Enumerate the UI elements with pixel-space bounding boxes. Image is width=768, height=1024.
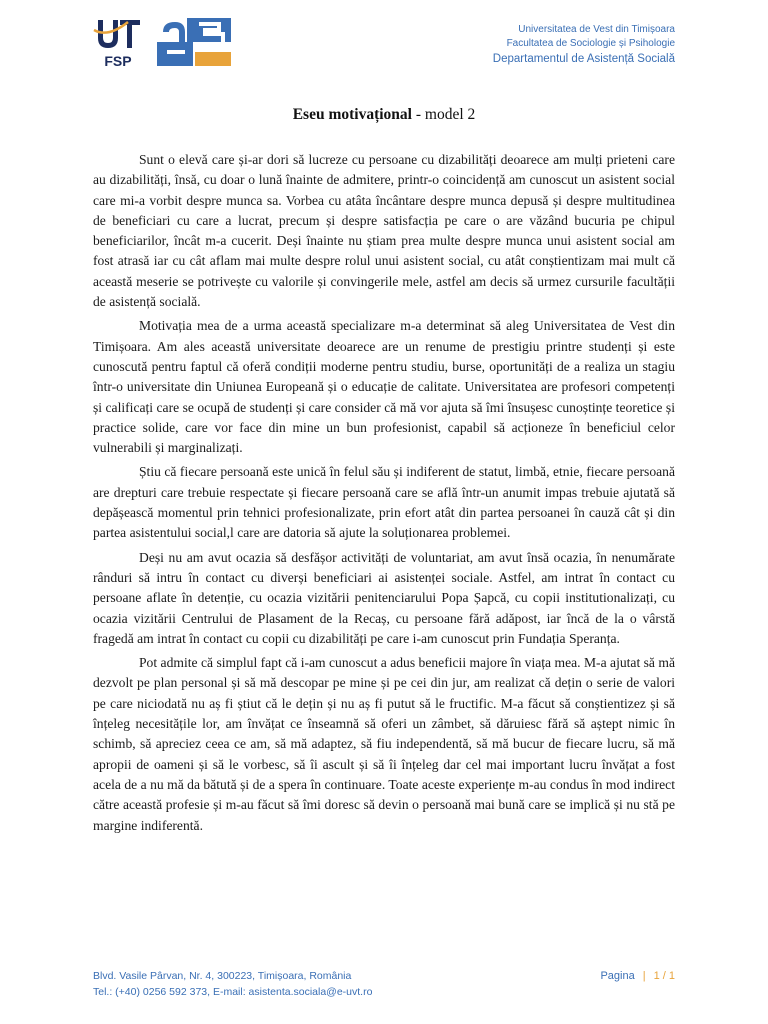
page-separator: |	[642, 970, 646, 982]
title-rest: - model 2	[412, 106, 476, 123]
paragraph-1: Sunt o elevă care și-ar dori să lucreze cu persoane cu dizabilități deoarece am mulți prieteni care au dizabilități, însă, cu doar o lună înainte de admitere, printr-o coincidență am cunoscut un asistent social care mi-a vorbit despre munca sa. Vorbea cu atâta încântare despre munca depusă și despre multitudinea de beneficiari cu care a lucrat, precum și despre satisfacția pe care o are văzând bucuria pe chipul beneficiarilor, încât m-a cucerit. Deși înainte nu știam prea multe despre munca unui asistent social am fost atrasă iar cu cât aflam mai multe despre rolul unui asistent social, cu atât conștientizam mai mult că această meserie se potrivește cu valorile și convingerile mele, astfel am decis să urmez cursurile facultății de asistență socială.	[93, 152, 675, 310]
logo-fsp-text: FSP	[104, 53, 132, 69]
page-indicator	[600, 968, 675, 984]
footer-address: Blvd. Vasile Pârvan, Nr. 4, 300223, Timișoara, România	[93, 970, 352, 982]
paragraph-5: Pot admite că simplul fapt că i-am cunoscut a adus beneficii majore în viața mea. M-a ajutat să mă dezvolt pe plan personal și să mă descopar pe mine și pe cei din jur, am realizat că dețin o serie de valori pe care niciodată nu aș fi știut că le dețin și nu aș fi putut să le fructific. M-a făcut să conștientizez și să înțeleg necesitățile lor, am învățat ce înseamnă să oferi un zâmbet, să dăruiesc fără să aștept nimic în schimb, să apreciez ceea ce am, să mă adaptez, să fiu independentă, să mă bucur de fiecare lucru, să mă apropii de oameni și să le vorbesc, să îi ascult și să îi înțeleg dar cel mai important lucru învățat a fost acela de a nu mă da bătută și de a spera în continuare. Toate aceste experiențe m-au condus în mod indirect către această profesie și m-au făcut să îmi doresc să devin o persoană mai bună care se implică și nu stă pe margine indiferentă.	[93, 655, 675, 833]
document-title	[0, 106, 768, 124]
page-label: Pagina	[600, 970, 635, 982]
as-logo	[157, 18, 231, 66]
paragraph-3: Știu că fiecare persoană este unică în felul său și indiferent de statut, limbă, etnie, fiecare persoană are drepturi care trebuie respectate și fiecare persoană care se află într-un anumit impas trebuie ajutată să depășească momentul prin tehnici profesionalizate, prin efort atât din partea persoanei în cauză cât și din partea asistentului social,l care are datoria să ajute la soluționarea problemei.	[93, 464, 675, 541]
title-bold: Eseu motivațional	[292, 106, 412, 123]
essay-body	[93, 150, 675, 840]
faculty-name: Facultatea de Sociologie și Psihologie	[506, 38, 675, 49]
uvt-fsp-logo	[92, 16, 144, 70]
paragraph-2: Motivația mea de a urma această specializare m-a determinat să aleg Universitatea de Vest din Timișoara. Am ales această universitate deoarece are un renume de prestigiu printre studenți și este cunoscută pentru faptul că oferă condiții moderne pentru studiu, burse, oportunități de a realiza un stagiu într-o universitate din Uniunea Europeană și o educație de calitate. Universitatea are profesori competenți și calificați care se ocupă de studenți și care consider că mă vor ajuta să îmi însușesc cunoștințe teoretice și practice solide, care vor face din mine un bun profesionist, capabil să acționeze în beneficiul celor vulnerabili și marginalizați.	[93, 318, 675, 456]
footer-phone-email: Tel.: (+40) 0256 592 373, E-mail: asistenta.sociala@e-uvt.ro	[93, 986, 373, 998]
footer-contact	[93, 968, 372, 1000]
institution-header	[493, 23, 675, 67]
department-name: Departamentul de Asistență Socială	[492, 53, 675, 65]
university-name: Universitatea de Vest din Timișoara	[518, 24, 675, 35]
paragraph-4: Deși nu am avut ocazia să desfășor activități de voluntariat, am avut însă ocazia, în nenumărate rânduri să intru în contact cu diverși beneficiari ai asistenței sociale. Astfel, am intrat în contact cu persoane aflate în detenție, cu ocazia vizitării penitenciarului Popa Șapcă, cu copii institutionalizați, cu ocazia vizitării Centrului de Plasament de la Recaș, cu persoane fără adăpost, iar încă de la o vârstă fragedă am intrat în contact cu copii cu dizabilități pe care i-am cunoscut prin Fundația Speranța.	[93, 549, 675, 646]
page-number: 1 / 1	[653, 970, 675, 982]
